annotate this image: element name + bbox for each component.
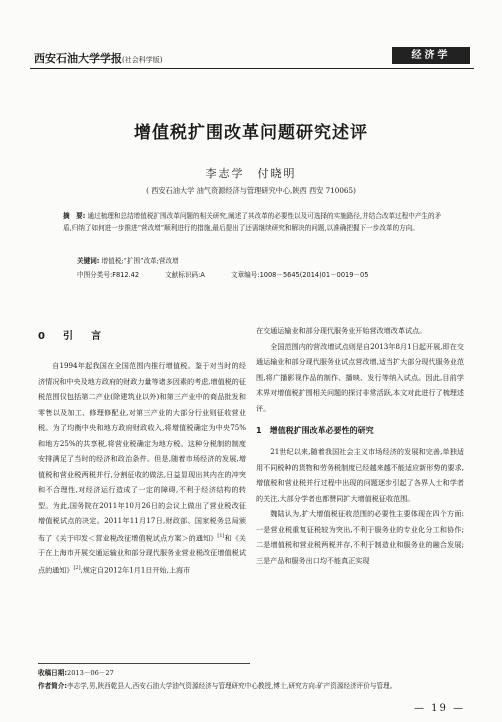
article-title: 增值税扩围改革问题研究述评 bbox=[134, 123, 368, 143]
footnote-rule bbox=[38, 663, 250, 664]
left-column bbox=[38, 358, 246, 578]
abstract bbox=[63, 210, 443, 234]
received-date bbox=[38, 667, 468, 680]
section-1-heading: 1 增值税扩围改革必要性的研究 bbox=[256, 426, 374, 435]
intro-text-c: ,规定自2012年1月1日开始,上海市 bbox=[80, 565, 191, 575]
section-badge: 经济学 bbox=[392, 47, 470, 64]
article-number: 文章编号:1008－5645(2014)01－0019－05 bbox=[230, 271, 369, 279]
journal-subtitle: (社会科学版) bbox=[122, 56, 163, 64]
ref-1: [1] bbox=[217, 532, 225, 539]
author-bio bbox=[38, 680, 468, 693]
author-bio-label: 作者简介: bbox=[38, 681, 68, 690]
footnote bbox=[38, 667, 468, 692]
header-rule bbox=[30, 68, 474, 69]
intro-text-b: 和《关于在上海市开展交通运输业和部分现代服务业营业税改征增值税试点的通知》 bbox=[38, 532, 247, 575]
authors: 李志学 付晓明 bbox=[205, 167, 297, 180]
abstract-label: 摘 要: bbox=[63, 212, 86, 220]
journal-name: 西安石油大学学报 bbox=[34, 52, 122, 65]
continued-paragraph: 在交通运输业和部分现代服务业开始营改增改革试点。 bbox=[256, 326, 427, 335]
received-value: 2013－06－27 bbox=[67, 669, 114, 677]
document-code: 文献标识码:A bbox=[165, 271, 205, 279]
classification-line bbox=[77, 269, 392, 279]
keywords-label: 关键词: bbox=[77, 257, 100, 265]
clc-number: 中图分类号:F812.42 bbox=[77, 271, 140, 279]
intro-paragraph bbox=[38, 358, 246, 578]
right-column bbox=[256, 323, 464, 568]
abstract-text: 通过梳理和总结增值税扩围改革问题的相关研究,阐述了其改革的必要性以及可选择的实施路径,并结合改革过程中产生的矛盾,归纳了如何进一步推进“营改增”顺利进行的措施,最后提出了还需继续研究和解决的问题,以准确把握下一步改革的方向。 bbox=[63, 212, 442, 232]
keywords bbox=[77, 255, 179, 265]
intro-text-a: 自1994年起我国在全国范围内推行增值税。鉴于对当时的经济情况和中央及地方政府的财政力量等诸多因素的考虑,增值税的征税范围仅包括第二产业(除建筑业以外)和第三产业中的商品批发和零售以及加工、修理修配业,对第三产业的大部分行业则征收营业税。为了均衡中央和地方政府财政收入,将增值税确定为中央75%和地方25%的共享税,将营业税确定为地方税。这种分税制的制度安排满足了当时的经济和政治条件。但是,随着市场经济的发展,增值税和营业税两税并行,分割征收的做法,日益显现出其内在的冲突和不合理性,对经济运行造成了一定的障碍,不利于经济结构的转型。为此,国务院在2011年10月26日的会议上做出了营业税改征增值税试点的决定。2011年11月17日,财政部、国家税务总局颁布了《关于印发＜营业税改征增值税试点方案＞的通知》 bbox=[38, 361, 246, 542]
received-label: 收稿日期: bbox=[38, 669, 68, 677]
ref-2: [2] bbox=[73, 564, 81, 571]
journal-header bbox=[34, 50, 162, 66]
author-bio-text: 李志学,男,陕西乾县人,西安石油大学油气资源经济与管理研究中心教授,博士,研究方向:矿产资源经济评价与管理。 bbox=[67, 681, 397, 690]
intro-heading: 0 引 言 bbox=[38, 331, 105, 342]
paragraph-wei-lu: 魏陆认为,扩大增值税征收范围的必要性主要体现在四个方面:一是营业税重复征税较为突出,不利于服务业的专业化分工和协作;二是增值税和营业税两税并存,不利于制造业和服务业的融合发展;三是产品和服务出口均不能真正实现 bbox=[256, 509, 464, 565]
affiliation: ( 西安石油大学 油气资源经济与管理研究中心,陕西 西安 710065) bbox=[146, 186, 356, 195]
paragraph-21st-century: 21世纪以来,随着我国社会主义市场经济的发展和完善,单独适用不同税种的货物和劳务税制度已经越来越不能适应新形势的要求,增值税和营业税并行过程中出现的问题逐步引起了各界人士和学者的关注,大部分学者也都赞同扩大增值税征收范围。 bbox=[256, 447, 464, 503]
page-number: — 19 — bbox=[414, 703, 466, 714]
keywords-text: 增值税;“扩围”改革;营改增 bbox=[101, 257, 179, 265]
paragraph-nationwide: 全国范围内的营改增试点则是自2013年8月1日起开展,即在交通运输业和部分现代服务业试点营改增,适当扩大部分现代服务业范围,将广播影视作品的制作、播映、发行等纳入试点。因此,目前学术界对增值税扩围相关问题的探讨非常活跃,本文对此进行了梳理述评。 bbox=[256, 341, 464, 413]
